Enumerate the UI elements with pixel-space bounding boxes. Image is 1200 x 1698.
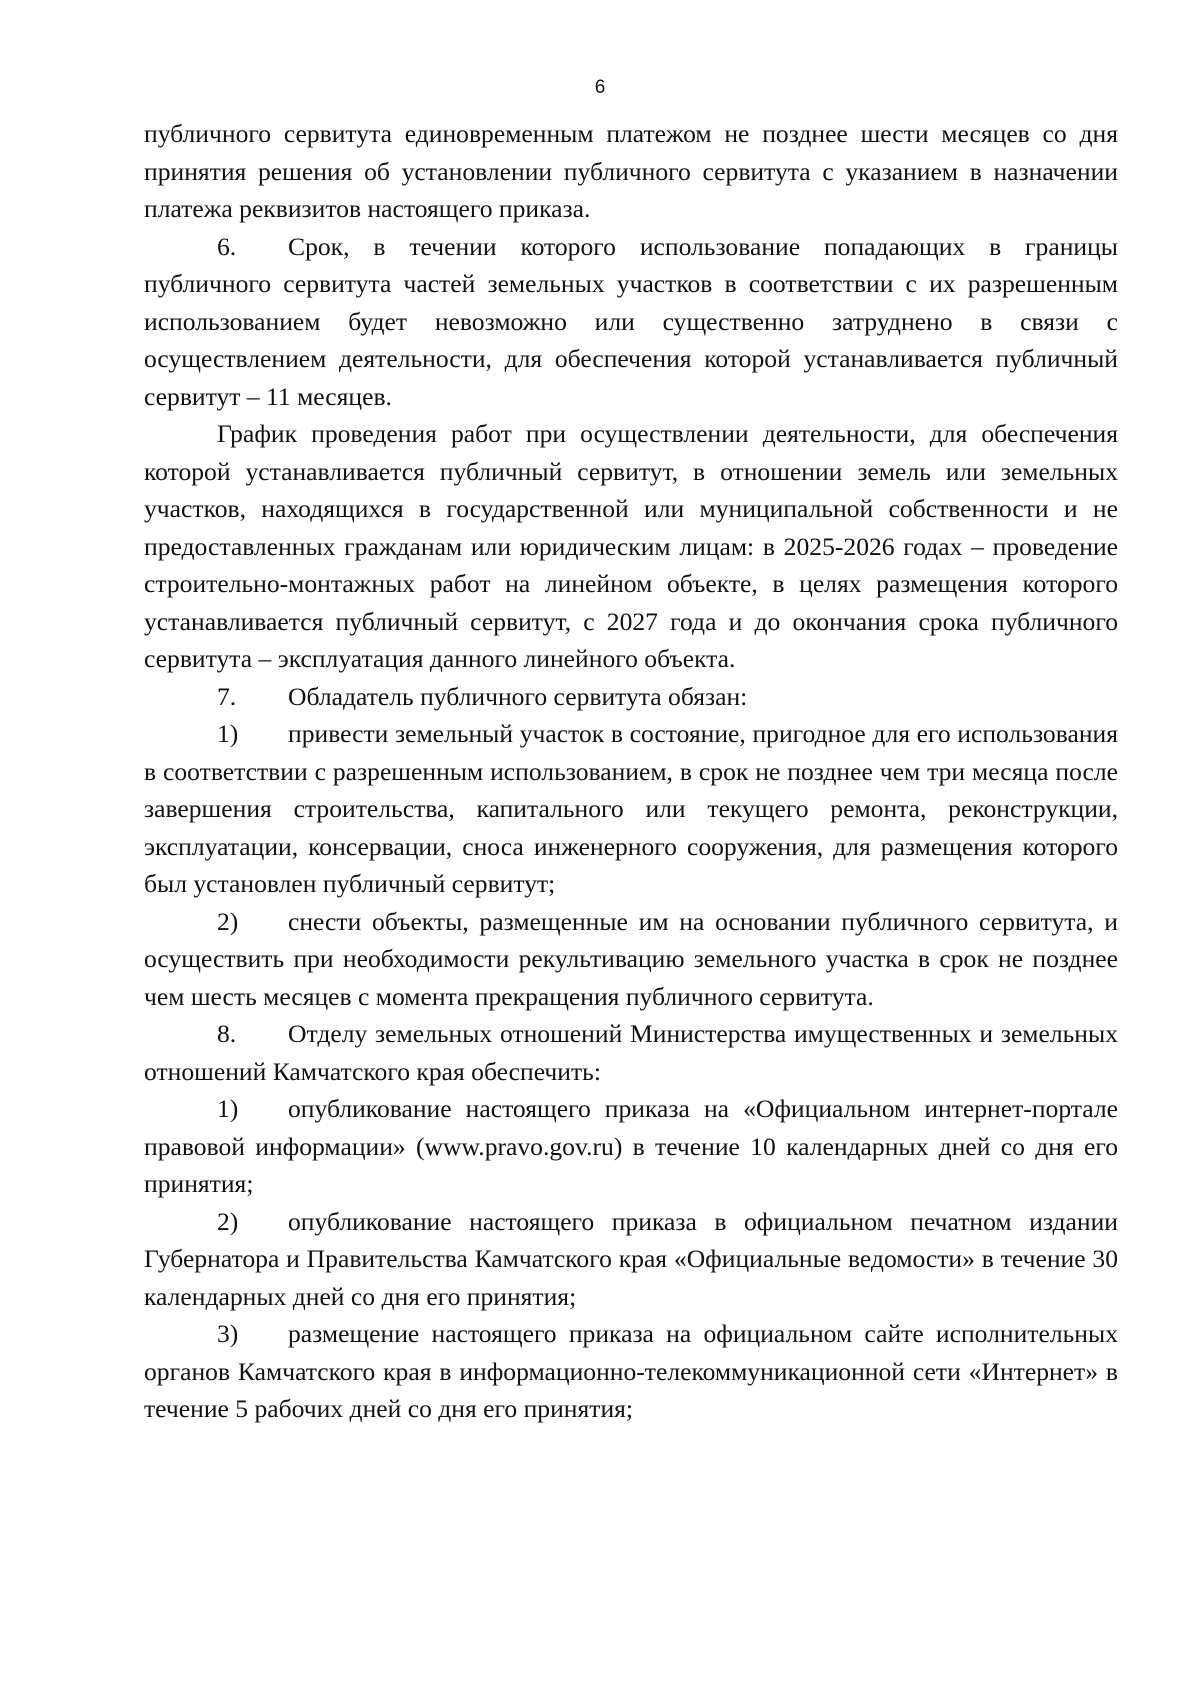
paragraph-number: 1) [217, 719, 239, 748]
paragraph-schedule [144, 415, 1118, 678]
paragraph-number: 2) [217, 906, 239, 936]
paragraph-item-8-3 [144, 1315, 1118, 1428]
paragraph-text: Срок, в течении которого использование попадающих в границы публичного сервитута частей земельных участков в соответствии с их разрешенным использованием будет невозможно или существенно затруднено в связи с осуществлением деятельности, для обеспечения которой устанавливается публичный сервитут – 11 месяцев. [144, 231, 1118, 411]
paragraph-item-6 [144, 228, 1118, 416]
paragraph-number: 8. [217, 1019, 237, 1048]
paragraph-number: 6. [217, 231, 237, 261]
paragraph-number: 3) [217, 1319, 239, 1348]
paragraph-continuation [144, 115, 1118, 228]
paragraph-text: снести объекты, размещенные им на основании публичного сервитута, и осуществить при необходимости рекультивацию земельного участка в срок не позднее чем шесть месяцев с момента прекращения публичного сервитута. [144, 906, 1118, 1011]
page-number: 6 [594, 77, 606, 98]
paragraph-item-8-1 [144, 1090, 1118, 1203]
paragraph-number: 2) [217, 1206, 239, 1236]
paragraph-text: Отделу земельных отношений Министерства имущественных и земельных отношений Камчатского края обеспечить: [144, 1019, 1118, 1086]
paragraph-number: 1) [217, 1094, 239, 1123]
paragraph-number: 7. [217, 681, 237, 711]
paragraph-item-7-1 [144, 715, 1118, 903]
paragraph-item-8-2 [144, 1203, 1118, 1316]
paragraph-text: График проведения работ при осуществлении деятельности, для обеспечения которой устанавливается публичный сервитут, в отношении земель или земельных участков, находящихся в государственной или муниципальной собственности и не предоставленных гражданам или юридическим лицам: в 2025-2026 годах – проведение строительно-монтажных работ на линейном объекте, в целях размещения которого устанавливается публичный сервитут, с 2027 года и до окончания срока публичного сервитута – эксплуатация данного линейного объекта. [144, 419, 1118, 673]
paragraph-item-7-2 [144, 903, 1118, 1016]
paragraph-text: публичного сервитута единовременным платежом не позднее шести месяцев со дня принятия решения об установлении публичного сервитута с указанием в назначении платежа реквизитов настоящего приказа. [144, 119, 1118, 223]
paragraph-text: Обладатель публичного сервитута обязан: [288, 681, 748, 711]
paragraph-item-7 [144, 678, 1118, 716]
paragraph-text: привести земельный участок в состояние, пригодное для его использования в соответствии с разрешенным использованием, в срок не позднее чем три месяца после завершения строительства, капитального или текущего ремонта, реконструкции, эксплуатации, консервации, сноса инженерного сооружения, для размещения которого был установлен публичный сервитут; [144, 719, 1118, 898]
paragraph-text: размещение настоящего приказа на официальном сайте исполнительных органов Камчатского края в информационно-телекоммуникационной сети «Интернет» в течение 5 рабочих дней со дня его принятия; [144, 1319, 1118, 1423]
paragraph-text: опубликование настоящего приказа на «Официальном интернет-портале правовой информации» (www.pravo.gov.ru) в течение 10 календарных дней со дня его принятия; [144, 1094, 1118, 1198]
document-body [144, 115, 1118, 1428]
paragraph-item-8 [144, 1015, 1118, 1090]
paragraph-text: опубликование настоящего приказа в официальном печатном издании Губернатора и Правительства Камчатского края «Официальные ведомости» в течение 30 календарных дней со дня его принятия; [144, 1206, 1118, 1311]
